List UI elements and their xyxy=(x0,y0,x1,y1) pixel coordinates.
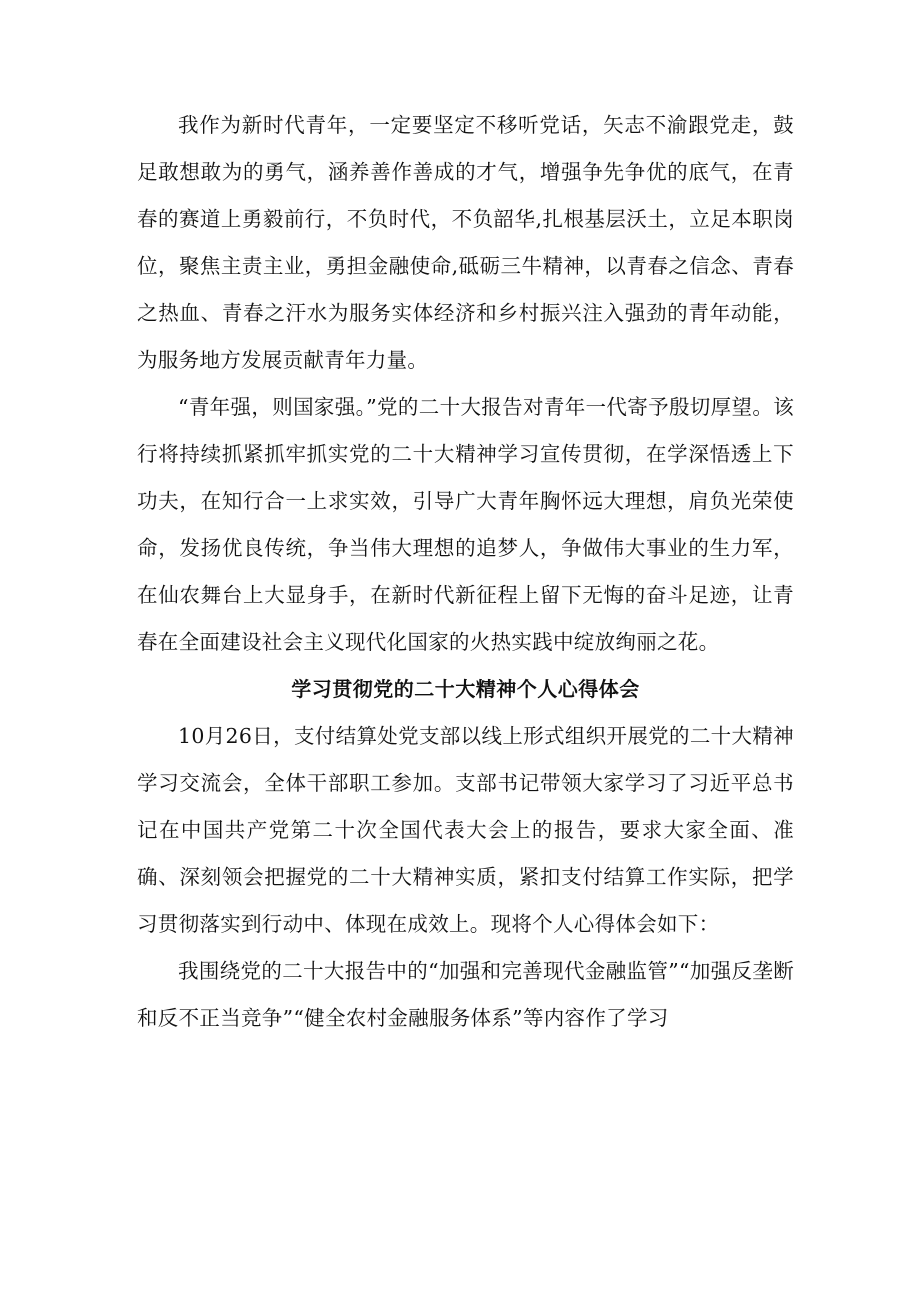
document-body xyxy=(137,102,794,1042)
body-paragraph: 我作为新时代青年，一定要坚定不移听党话，矢志不渝跟党走，鼓足敢想敢为的勇气，涵养善作善成的才气，增强争先争优的底气，在青春的赛道上勇毅前行，不负时代，不负韶华,扎根基层沃土，立足本职岗位，聚焦主责主业，勇担金融使命,砥砺三牛精神，以青春之信念、青春之热血、青春之汗水为服务实体经济和乡村振兴注入强劲的青年动能，为服务地方发展贡献青年力量。 xyxy=(137,113,794,372)
body-paragraph: “青年强，则国家强。”党的二十大报告对青年一代寄予殷切厚望。该行将持续抓紧抓牢抓实党的二十大精神学习宣传贯彻，在学深悟透上下功夫，在知行合一上求实效，引导广大青年胸怀远大理想，肩负光荣使命，发扬优良传统，争当伟大理想的追梦人，争做伟大事业的生力军，在仙农舞台上大显身手，在新时代新征程上留下无悔的奋斗足迹，让青春在全面建设社会主义现代化国家的火热实践中绽放绚丽之花。 xyxy=(137,395,794,654)
body-paragraph: 我围绕党的二十大报告中的“加强和完善现代金融监管”“加强反垄断和反不正当竞争”“健全农村金融服务体系”等内容作了学习 xyxy=(137,959,794,1030)
section-heading: 学习贯彻党的二十大精神个人心得体会 xyxy=(291,677,640,701)
body-paragraph: 10月26日，支付结算处党支部以线上形式组织开展党的二十大精神学习交流会，全体干部职工参加。支部书记带领大家学习了习近平总书记在中国共产党第二十次全国代表大会上的报告，要求大家全面、准确、深刻领会把握党的二十大精神实质，紧扣支付结算工作实际，把学习贯彻落实到行动中、体现在成效上。现将个人心得体会如下： xyxy=(137,724,794,936)
